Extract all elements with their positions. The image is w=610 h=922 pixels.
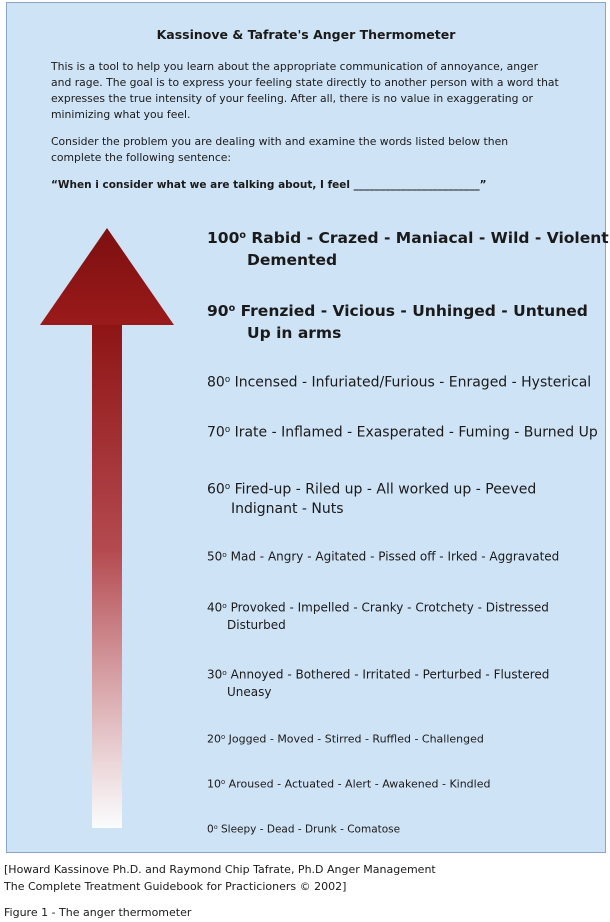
level-100: 100$^o$ Rabid - Crazed - Maniacal - Wild - Violent Demented [207, 228, 609, 269]
level-90: 90$^o$ Frenzied - Vicious - Unhinged - Untuned Up in arms [207, 301, 588, 342]
level-0: 0$^o$ Sleepy - Dead - Drunk - Comatose [207, 823, 401, 836]
citation-line-1: [Howard Kassinove Ph.D. and Raymond Chip Tafrate, Ph.D Anger Management [4, 863, 436, 876]
citation-line-2: The Complete Treatment Guidebook for Practicioners © 2002] [4, 879, 347, 893]
level-70: 70$^o$ Irate - Inflamed - Exasperated - Fuming - Burned Up [207, 424, 598, 441]
completion-sentence: “When i consider what we are talking about, I feel ________________________” [51, 179, 487, 191]
arrow-head [40, 228, 174, 325]
level-10: 10$^o$ Aroused - Actuated - Alert - Awakened - Kindled [207, 777, 491, 791]
thermometer-panel [6, 2, 609, 853]
level-30: 30$^o$ Annoyed - Bothered - Irritated - Perturbed - Flustered Uneasy [207, 667, 550, 699]
intro-paragraph-2: Consider the problem you are dealing with and examine the words listed below then complete the following sentence: [51, 135, 509, 164]
level-80: 80$^o$ Incensed - Infuriated/Furious - Enraged - Hysterical [207, 374, 592, 391]
level-60: 60$^o$ Fired-up - Riled up - All worked up - Peeved Indignant - Nuts [207, 481, 537, 518]
level-20: 20$^o$ Jogged - Moved - Stirred - Ruffled - Challenged [207, 732, 484, 746]
intensity-arrow-icon [37, 223, 177, 833]
figure-caption: Figure 1 - The anger thermometer [4, 906, 192, 919]
page-title: Kassinove & Tafrate's Anger Thermometer [156, 27, 456, 42]
arrow-shaft [92, 323, 122, 828]
level-50: 50$^o$ Mad - Angry - Agitated - Pissed off - Irked - Aggravated [207, 549, 560, 564]
citation [4, 862, 436, 895]
level-40: 40$^o$ Provoked - Impelled - Cranky - Crotchety - Distressed Disturbed [207, 600, 549, 632]
intro-paragraph-1: This is a tool to help you learn about the appropriate communication of annoyance, anger and rage. The goal is to express your feeling state directly to another person with a word that expresses the true intensity of your feeling. After all, there is no value in exaggerating or minimizing what you feel. [51, 60, 559, 121]
